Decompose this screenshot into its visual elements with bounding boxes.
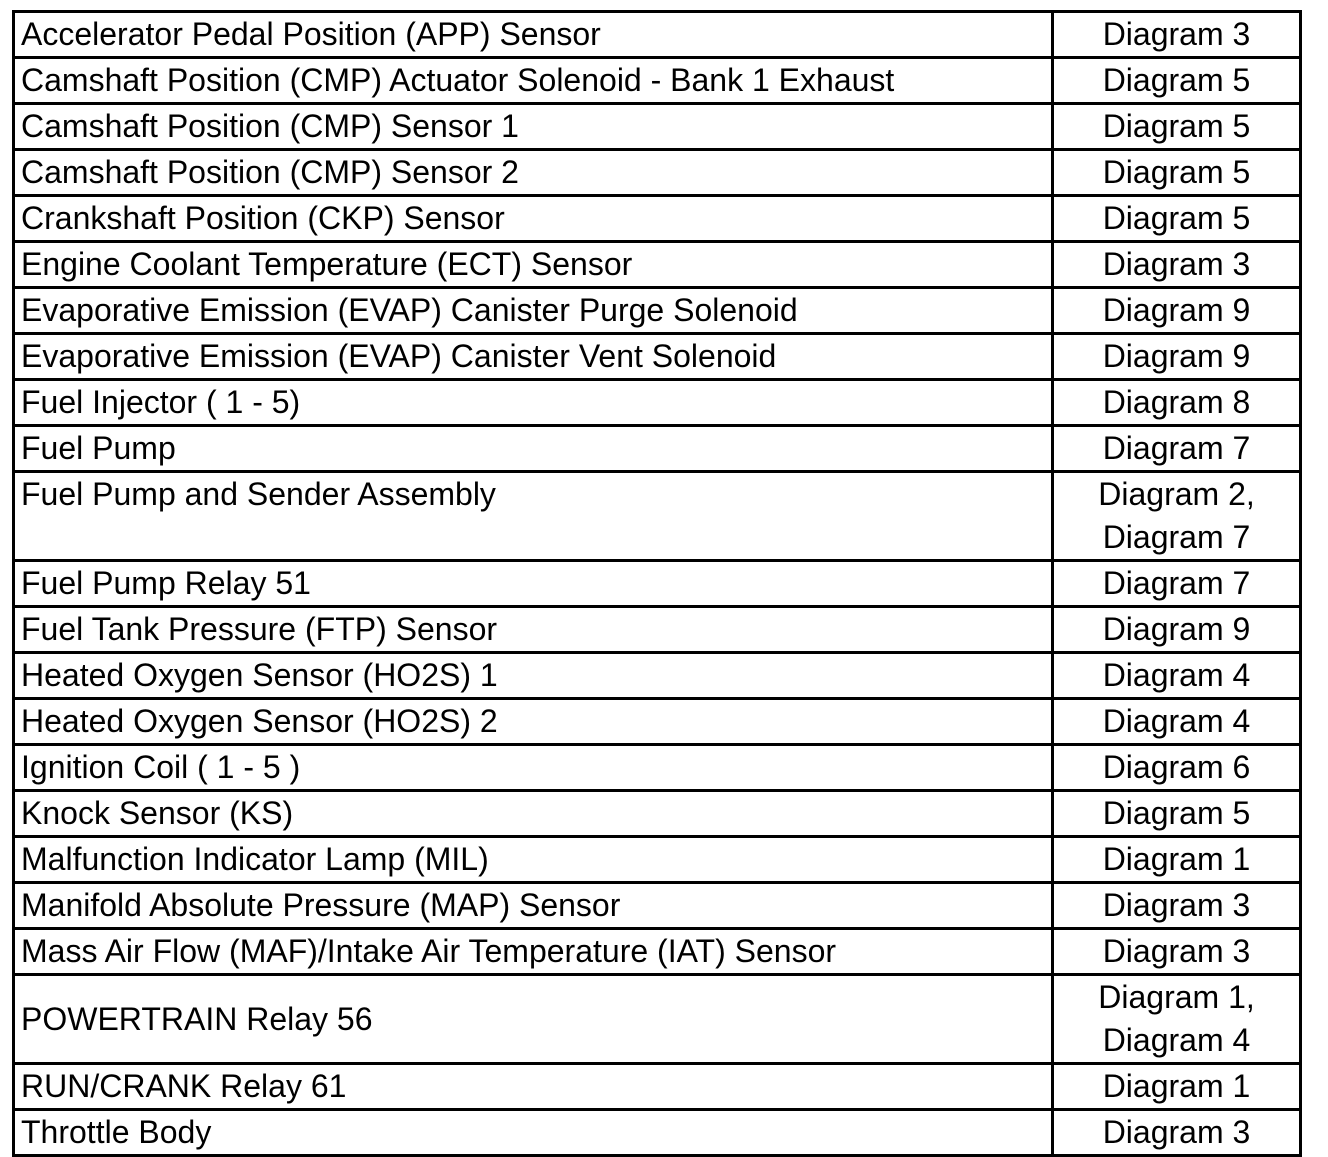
diagram-ref: Diagram 9 xyxy=(1102,611,1251,647)
diagram-ref: Diagram 1, xyxy=(1098,979,1255,1015)
table-row xyxy=(14,380,1301,426)
table-row xyxy=(14,699,1301,745)
diagram-ref: Diagram 4 xyxy=(1102,1022,1251,1058)
diagram-ref: Diagram 7 xyxy=(1102,430,1251,466)
component-name-cell: Camshaft Position (CMP) Sensor 2 xyxy=(14,150,1053,196)
table-row xyxy=(14,837,1301,883)
diagram-ref-cell xyxy=(1053,58,1301,104)
diagram-ref-cell xyxy=(1053,975,1301,1064)
diagram-ref-cell xyxy=(1053,242,1301,288)
diagram-ref-cell xyxy=(1053,1064,1301,1110)
component-name-cell: Throttle Body xyxy=(14,1110,1053,1156)
component-name-cell: Fuel Pump Relay 51 xyxy=(14,561,1053,607)
table-row xyxy=(14,196,1301,242)
diagram-ref-cell xyxy=(1053,426,1301,472)
component-name-cell: Evaporative Emission (EVAP) Canister Vent Solenoid xyxy=(14,334,1053,380)
diagram-ref: Diagram 9 xyxy=(1102,292,1251,328)
diagram-ref: Diagram 3 xyxy=(1102,1114,1251,1150)
table-row xyxy=(14,1064,1301,1110)
table-row xyxy=(14,150,1301,196)
table-row xyxy=(14,607,1301,653)
table-row xyxy=(14,426,1301,472)
diagram-ref: Diagram 4 xyxy=(1102,703,1251,739)
diagram-ref-cell xyxy=(1053,837,1301,883)
component-name-cell: Ignition Coil ( 1 - 5 ) xyxy=(14,745,1053,791)
table-row xyxy=(14,242,1301,288)
diagram-ref-cell xyxy=(1053,104,1301,150)
component-name-cell: Knock Sensor (KS) xyxy=(14,791,1053,837)
diagram-ref-cell xyxy=(1053,288,1301,334)
diagram-ref-cell xyxy=(1053,929,1301,975)
component-name-cell: Fuel Pump and Sender Assembly xyxy=(14,472,1053,561)
component-name-cell: Engine Coolant Temperature (ECT) Sensor xyxy=(14,242,1053,288)
diagram-ref-cell xyxy=(1053,745,1301,791)
component-name-cell: Heated Oxygen Sensor (HO2S) 1 xyxy=(14,653,1053,699)
table-row xyxy=(14,472,1301,561)
diagram-ref-cell xyxy=(1053,150,1301,196)
diagram-ref-cell xyxy=(1053,607,1301,653)
diagram-ref-cell xyxy=(1053,380,1301,426)
component-name-cell: Mass Air Flow (MAF)/Intake Air Temperature (IAT) Sensor xyxy=(14,929,1053,975)
diagram-ref: Diagram 3 xyxy=(1102,887,1251,923)
diagram-ref: Diagram 9 xyxy=(1102,338,1251,374)
diagram-ref-cell xyxy=(1053,196,1301,242)
diagram-ref: Diagram 5 xyxy=(1102,154,1251,190)
table-row xyxy=(14,58,1301,104)
diagram-ref-cell xyxy=(1053,1110,1301,1156)
table-row xyxy=(14,929,1301,975)
table-row xyxy=(14,12,1301,58)
diagram-ref-cell xyxy=(1053,472,1301,561)
component-name-cell: Crankshaft Position (CKP) Sensor xyxy=(14,196,1053,242)
diagram-ref: Diagram 6 xyxy=(1102,749,1251,785)
diagram-ref: Diagram 7 xyxy=(1102,565,1251,601)
diagram-ref: Diagram 5 xyxy=(1102,108,1251,144)
diagram-ref: Diagram 3 xyxy=(1102,16,1251,52)
table-row xyxy=(14,791,1301,837)
diagram-ref: Diagram 3 xyxy=(1102,246,1251,282)
diagram-ref: Diagram 5 xyxy=(1102,62,1251,98)
diagram-ref: Diagram 4 xyxy=(1102,657,1251,693)
table-row xyxy=(14,1110,1301,1156)
table-row xyxy=(14,288,1301,334)
table-row xyxy=(14,745,1301,791)
table-row xyxy=(14,334,1301,380)
component-name-cell: Heated Oxygen Sensor (HO2S) 2 xyxy=(14,699,1053,745)
diagram-ref-cell xyxy=(1053,791,1301,837)
component-name-cell: Fuel Tank Pressure (FTP) Sensor xyxy=(14,607,1053,653)
diagram-ref: Diagram 5 xyxy=(1102,795,1251,831)
component-name-cell: POWERTRAIN Relay 56 xyxy=(14,975,1053,1064)
component-name-cell: Camshaft Position (CMP) Actuator Solenoid - Bank 1 Exhaust xyxy=(14,58,1053,104)
diagram-ref-cell xyxy=(1053,12,1301,58)
component-name-cell: Accelerator Pedal Position (APP) Sensor xyxy=(14,12,1053,58)
component-name-cell: Malfunction Indicator Lamp (MIL) xyxy=(14,837,1053,883)
diagram-ref: Diagram 5 xyxy=(1102,200,1251,236)
diagram-ref-cell xyxy=(1053,334,1301,380)
component-diagram-table xyxy=(12,10,1302,1157)
component-name-cell: Camshaft Position (CMP) Sensor 1 xyxy=(14,104,1053,150)
diagram-ref: Diagram 8 xyxy=(1102,384,1251,420)
table-row xyxy=(14,883,1301,929)
table-row xyxy=(14,104,1301,150)
diagram-ref-cell xyxy=(1053,561,1301,607)
component-name-cell: RUN/CRANK Relay 61 xyxy=(14,1064,1053,1110)
table-row xyxy=(14,561,1301,607)
table-row xyxy=(14,975,1301,1064)
diagram-ref: Diagram 3 xyxy=(1102,933,1251,969)
table-row xyxy=(14,653,1301,699)
diagram-ref: Diagram 2, xyxy=(1098,476,1255,512)
diagram-ref: Diagram 7 xyxy=(1102,519,1251,555)
component-name-cell: Manifold Absolute Pressure (MAP) Sensor xyxy=(14,883,1053,929)
diagram-ref-cell xyxy=(1053,699,1301,745)
table-body xyxy=(14,12,1301,1156)
component-name-cell: Fuel Injector ( 1 - 5) xyxy=(14,380,1053,426)
diagram-ref: Diagram 1 xyxy=(1102,841,1251,877)
diagram-ref-cell xyxy=(1053,883,1301,929)
component-name-cell: Fuel Pump xyxy=(14,426,1053,472)
component-name-cell: Evaporative Emission (EVAP) Canister Purge Solenoid xyxy=(14,288,1053,334)
diagram-ref: Diagram 1 xyxy=(1102,1068,1251,1104)
diagram-ref-cell xyxy=(1053,653,1301,699)
